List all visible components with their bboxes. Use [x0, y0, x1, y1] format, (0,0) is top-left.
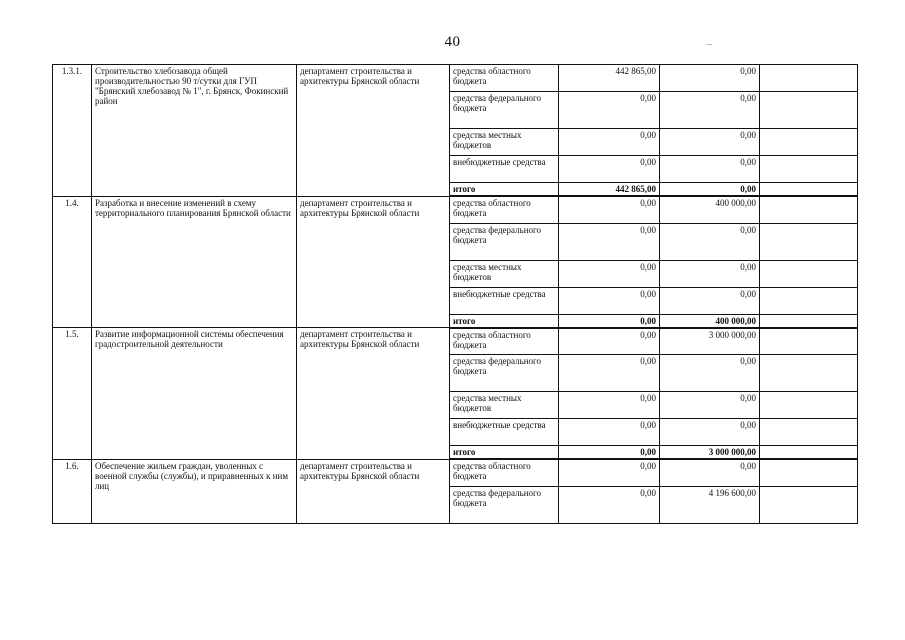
item-title: Развитие информационной системы обеспечения градостроительной деятельности	[92, 328, 297, 460]
page-number: 40	[444, 34, 461, 50]
funding-source: средства областного бюджета	[450, 65, 559, 92]
funding-value-2: 0,00	[660, 419, 760, 446]
item-number: 1.5.	[53, 328, 92, 460]
funding-value-2: 0,00	[660, 65, 760, 92]
empty-cell	[760, 92, 858, 129]
item-number: 1.3.1.	[53, 65, 92, 197]
total-label: итого	[450, 183, 559, 197]
funding-value-2: 0,00	[660, 223, 760, 260]
empty-cell	[760, 65, 858, 92]
funding-value-1: 0,00	[559, 355, 660, 392]
funding-source: средства местных бюджетов	[450, 260, 559, 287]
item-executor: департамент строительства и архитектуры Брянской области	[297, 328, 450, 460]
empty-cell	[760, 183, 858, 197]
funding-value-2: 0,00	[660, 392, 760, 419]
empty-cell	[760, 223, 858, 260]
funding-value-1: 0,00	[559, 459, 660, 486]
item-number: 1.6.	[53, 459, 92, 523]
total-value-2: 0,00	[660, 183, 760, 197]
funding-value-2: 0,00	[660, 92, 760, 129]
empty-cell	[760, 287, 858, 314]
total-label: итого	[450, 446, 559, 460]
total-value-2: 3 000 000,00	[660, 446, 760, 460]
empty-cell	[760, 196, 858, 223]
empty-cell	[760, 156, 858, 183]
empty-cell	[760, 446, 858, 460]
item-title: Разработка и внесение изменений в схему территориального планирования Брянской области	[92, 196, 297, 328]
funding-value-1: 0,00	[559, 486, 660, 523]
funding-row	[53, 459, 858, 486]
total-label: итого	[450, 314, 559, 328]
funding-value-2: 0,00	[660, 260, 760, 287]
funding-row	[53, 196, 858, 223]
funding-value-1: 0,00	[559, 129, 660, 156]
funding-value-1: 0,00	[559, 156, 660, 183]
funding-value-1: 0,00	[559, 287, 660, 314]
funding-value-2: 0,00	[660, 156, 760, 183]
empty-cell	[760, 392, 858, 419]
funding-value-1: 0,00	[559, 419, 660, 446]
funding-value-1: 0,00	[559, 260, 660, 287]
empty-cell	[760, 314, 858, 328]
budget-table	[52, 64, 858, 524]
funding-source: средства федерального бюджета	[450, 223, 559, 260]
funding-value-2: 0,00	[660, 129, 760, 156]
funding-value-2: 400 000,00	[660, 196, 760, 223]
empty-cell	[760, 486, 858, 523]
empty-cell	[760, 419, 858, 446]
funding-value-1: 0,00	[559, 196, 660, 223]
funding-source: средства федерального бюджета	[450, 355, 559, 392]
item-number: 1.4.	[53, 196, 92, 328]
total-value-1: 0,00	[559, 314, 660, 328]
funding-source: внебюджетные средства	[450, 287, 559, 314]
funding-value-1: 0,00	[559, 328, 660, 355]
item-executor: департамент строительства и архитектуры Брянской области	[297, 459, 450, 523]
item-title: Обеспечение жильем граждан, уволенных с военной службы (службы), и приравненных к ним лиц	[92, 459, 297, 523]
funding-source: внебюджетные средства	[450, 419, 559, 446]
total-value-2: 400 000,00	[660, 314, 760, 328]
item-executor: департамент строительства и архитектуры Брянской области	[297, 196, 450, 328]
funding-value-2: 0,00	[660, 355, 760, 392]
funding-source: средства местных бюджетов	[450, 129, 559, 156]
funding-value-2: 0,00	[660, 459, 760, 486]
funding-value-1: 0,00	[559, 223, 660, 260]
funding-source: средства областного бюджета	[450, 196, 559, 223]
funding-row	[53, 328, 858, 355]
scan-mark	[706, 44, 712, 45]
funding-source: средства федерального бюджета	[450, 92, 559, 129]
total-value-1: 442 865,00	[559, 183, 660, 197]
funding-source: средства федерального бюджета	[450, 486, 559, 523]
item-executor: департамент строительства и архитектуры Брянской области	[297, 65, 450, 197]
funding-source: средства областного бюджета	[450, 459, 559, 486]
funding-value-1: 442 865,00	[559, 65, 660, 92]
funding-source: внебюджетные средства	[450, 156, 559, 183]
funding-source: средства местных бюджетов	[450, 392, 559, 419]
funding-row	[53, 65, 858, 92]
item-title: Строительство хлебозавода общей производительностью 90 т/сутки для ГУП "Брянский хлебозавод № 1", г. Брянск, Фокинский район	[92, 65, 297, 197]
funding-source: средства областного бюджета	[450, 328, 559, 355]
empty-cell	[760, 459, 858, 486]
empty-cell	[760, 260, 858, 287]
funding-value-2: 4 196 600,00	[660, 486, 760, 523]
funding-value-1: 0,00	[559, 92, 660, 129]
total-value-1: 0,00	[559, 446, 660, 460]
empty-cell	[760, 129, 858, 156]
funding-value-2: 0,00	[660, 287, 760, 314]
funding-value-1: 0,00	[559, 392, 660, 419]
funding-value-2: 3 000 000,00	[660, 328, 760, 355]
empty-cell	[760, 355, 858, 392]
empty-cell	[760, 328, 858, 355]
